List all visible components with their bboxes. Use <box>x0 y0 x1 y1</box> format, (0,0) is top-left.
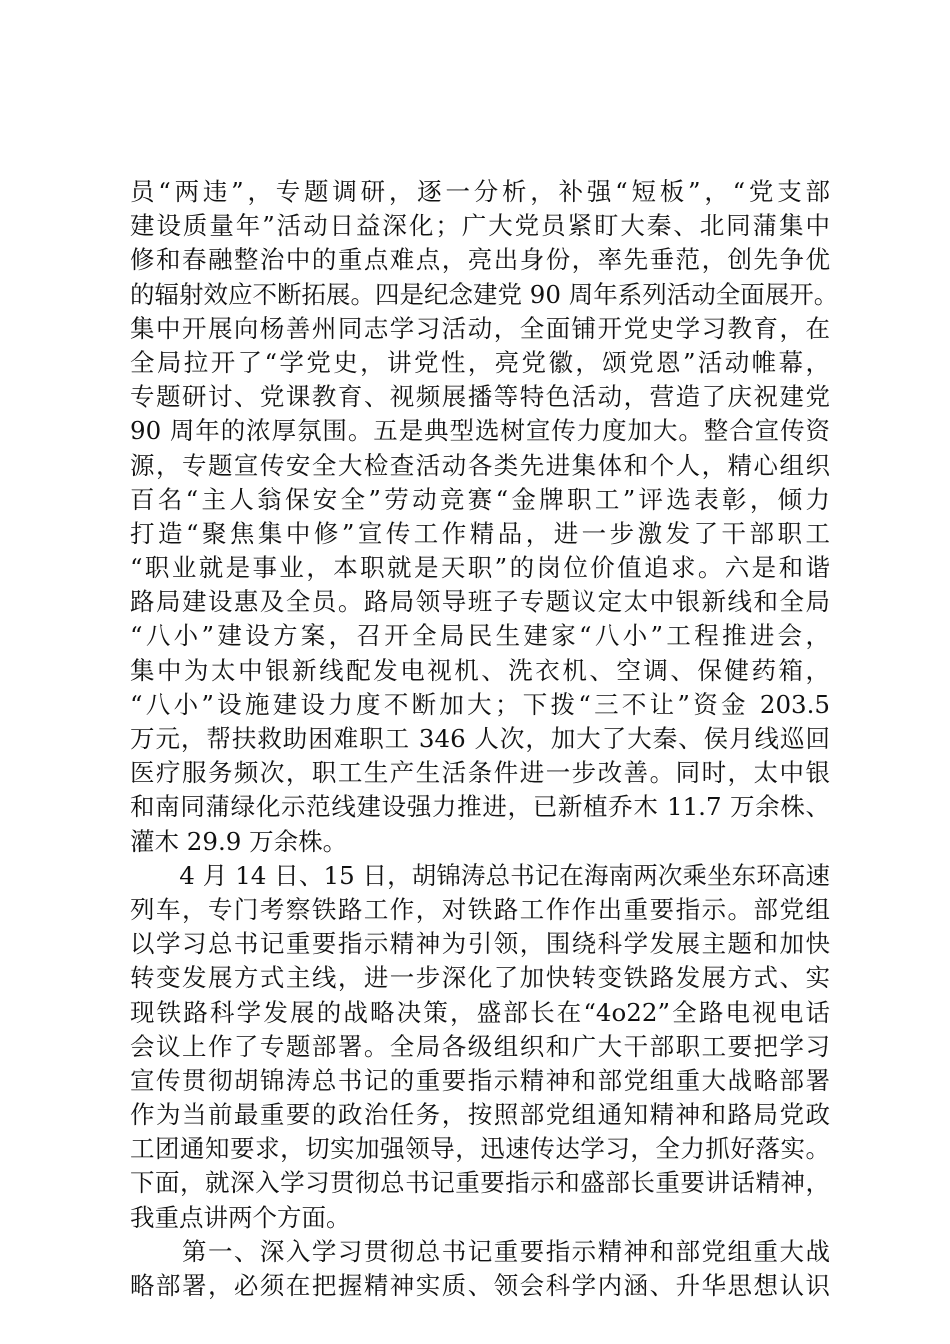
text-line: 建设质量年”活动日益深化；广大党员紧盯大秦、北同蒲集中 <box>130 211 830 241</box>
text-line: 的辐射效应不断拓展。四是纪念建党 90 周年系列活动全面展开。 <box>130 279 839 309</box>
text-line: 宣传贯彻胡锦涛总书记的重要指示精神和部党组重大战略部署 <box>130 1065 830 1095</box>
text-line: 转变发展方式主线，进一步深化了加快转变铁路发展方式、实 <box>130 963 830 993</box>
text-line: “八小”建设方案，召开全局民生建家“八小”工程推进会， <box>130 621 830 651</box>
text-line: 会议上作了专题部署。全局各级组织和广大干部职工要把学习 <box>130 1031 830 1061</box>
text-line: 路局建设惠及全员。路局领导班子专题议定太中银新线和全局 <box>130 587 830 617</box>
text-line: 集中为太中银新线配发电视机、洗衣机、空调、保健药箱， <box>130 655 830 685</box>
text-line: “职业就是事业，本职就是天职”的岗位价值追求。六是和谐 <box>130 553 830 583</box>
text-line: 万元，帮扶救助困难职工 346 人次，加大了大秦、侯月线巡回 <box>130 724 830 753</box>
text-line: 第一、深入学习贯彻总书记重要指示精神和部党组重大战 <box>130 1236 830 1266</box>
text-line: 专题研讨、党课教育、视频展播等特色活动，营造了庆祝建党 <box>130 382 830 412</box>
text-line: 以学习总书记重要指示精神为引领，围绕科学发展主题和加快 <box>130 929 830 959</box>
text-line: 工团通知要求，切实加强领导，迅速传达学习，全力抓好落实。 <box>130 1134 830 1164</box>
text-line: 我重点讲两个方面。 <box>130 1202 351 1232</box>
text-line: 百名“主人翁保安全”劳动竞赛“金牌职工”评选表彰，倾力 <box>130 484 830 514</box>
text-line: 现铁路科学发展的战略决策，盛部长在“4o22”全路电视电话 <box>130 997 830 1027</box>
text-line: 下面，就深入学习贯彻总书记重要指示和盛部长重要讲话精神， <box>130 1168 830 1198</box>
text-line: 4 月 14 日、15 日，胡锦涛总书记在海南两次乘坐东环高速 <box>130 860 830 890</box>
text-line: 修和春融整治中的重点难点，亮出身份，率先垂范，创先争优 <box>130 245 830 275</box>
text-line: 作为当前最重要的政治任务，按照部党组通知精神和路局党政 <box>130 1100 830 1130</box>
text-line: 略部署，必须在把握精神实质、领会科学内涵、升华思想认识 <box>130 1271 830 1300</box>
text-line: 医疗服务频次，职工生产生活条件进一步改善。同时，太中银 <box>130 758 830 788</box>
text-line: 和南同蒲绿化示范线建设强力推进，已新植乔木 11.7 万余株、 <box>130 792 830 822</box>
text-line: 源，专题宣传安全大检查活动各类先进集体和个人，精心组织 <box>130 450 830 480</box>
text-line: 列车，专门考察铁路工作，对铁路工作作出重要指示。部党组 <box>130 894 830 924</box>
text-line: 员“两违”，专题调研，逐一分析，补强“短板”，“党支部 <box>130 177 830 206</box>
text-line: 90 周年的浓厚氛围。五是典型选树宣传力度加大。整合宣传资 <box>130 416 830 446</box>
text-line: 灌木 29.9 万余株。 <box>130 826 348 856</box>
body-text <box>130 175 839 1303</box>
text-line: “八小”设施建设力度不断加大；下拨“三不让”资金 203.5 <box>130 689 830 719</box>
text-line: 打造“聚焦集中修”宣传工作精品，进一步激发了干部职工 <box>130 518 830 548</box>
text-line: 集中开展向杨善州同志学习活动，全面铺开党史学习教育，在 <box>130 313 830 343</box>
text-line: 全局拉开了“学党史，讲党性，亮党徽，颂党恩”活动帷幕， <box>130 347 830 377</box>
